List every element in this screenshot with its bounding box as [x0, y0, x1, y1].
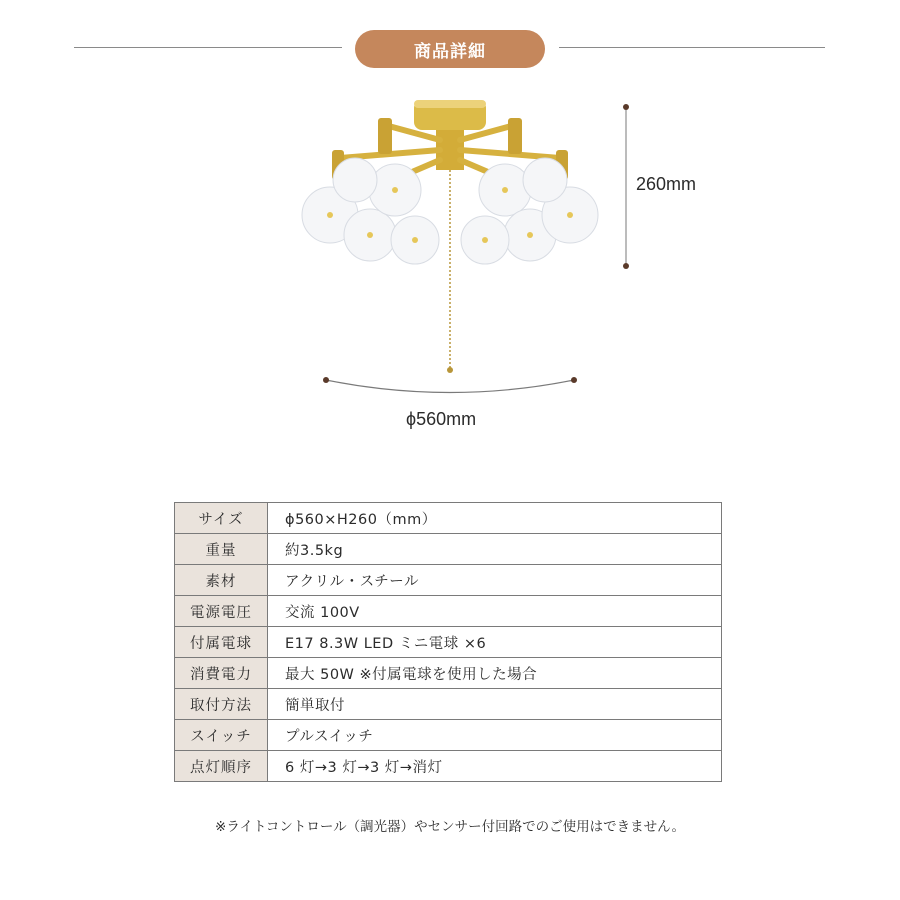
table-row — [175, 565, 722, 596]
spec-value: 約3.5kg — [268, 534, 722, 565]
spec-label: 重量 — [175, 534, 268, 565]
spec-value: 最大 50W ※付属電球を使用した場合 — [268, 658, 722, 689]
spec-value: アクリル・スチール — [268, 565, 722, 596]
table-row — [175, 751, 722, 782]
table-row — [175, 596, 722, 627]
spec-label: 取付方法 — [175, 689, 268, 720]
width-dimension-label: ϕ560mm — [406, 409, 477, 429]
table-row — [175, 658, 722, 689]
height-dimension-line — [623, 104, 629, 269]
spec-value: プルスイッチ — [268, 720, 722, 751]
spec-value: E17 8.3W LED ミニ電球 ×6 — [268, 627, 722, 658]
spec-value: 簡単取付 — [268, 689, 722, 720]
spec-label: 消費電力 — [175, 658, 268, 689]
table-row — [175, 627, 722, 658]
height-dimension-label: 260mm — [636, 174, 697, 194]
width-dimension-arc — [323, 377, 577, 393]
spec-value: 6 灯→3 灯→3 灯→消灯 — [268, 751, 722, 782]
spec-label: スイッチ — [175, 720, 268, 751]
section-title: 商品詳細 — [355, 30, 545, 68]
spec-table — [174, 502, 722, 782]
spec-label: 点灯順序 — [175, 751, 268, 782]
ceiling-lamp-image — [302, 100, 598, 373]
spec-label: 素材 — [175, 565, 268, 596]
table-row — [175, 503, 722, 534]
spec-value: ϕ560×H260（mm） — [268, 503, 722, 534]
spec-value: 交流 100V — [268, 596, 722, 627]
spec-label: 付属電球 — [175, 627, 268, 658]
footnote: ※ライトコントロール（調光器）やセンサー付回路でのご使用はできません。 — [215, 819, 685, 835]
table-row — [175, 534, 722, 565]
spec-label: 電源電圧 — [175, 596, 268, 627]
spec-label: サイズ — [175, 503, 268, 534]
table-row — [175, 720, 722, 751]
table-row — [175, 689, 722, 720]
